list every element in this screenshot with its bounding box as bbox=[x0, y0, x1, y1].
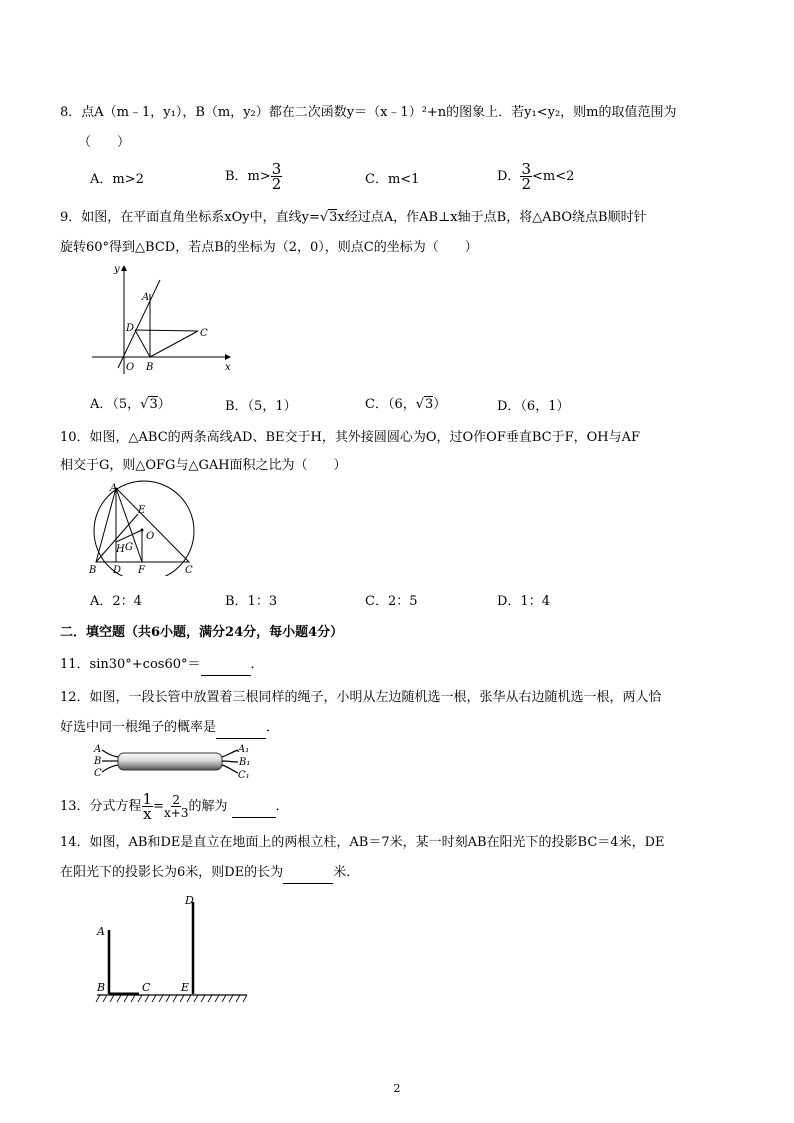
q12-label-c: C bbox=[94, 768, 102, 779]
q8-paren: （ ） bbox=[78, 135, 131, 150]
q10-label-b: B bbox=[89, 565, 97, 576]
q12-label-b1: B₁ bbox=[239, 757, 251, 768]
q9-option-b: B．（5，1） bbox=[225, 399, 297, 414]
q10-option-c: C．2：5 bbox=[365, 594, 418, 609]
q9-figure bbox=[88, 258, 238, 382]
q12-label-a: A bbox=[94, 744, 102, 755]
q9-label-o: O bbox=[126, 362, 135, 373]
page-number: 2 bbox=[393, 1082, 401, 1095]
q9-option-a: A．（5，√3） bbox=[90, 397, 171, 412]
q9-label-x: x bbox=[225, 362, 231, 373]
q10-segment-oh bbox=[116, 530, 142, 542]
q14-ground-hatching bbox=[96, 995, 247, 1002]
q14-stem-line2: 在阳光下的投影长为6米，则DE的长为 米． bbox=[60, 863, 359, 884]
q13-stem: 13．分式方程 $\frac{1}{x}$ = $\frac{2}{x+3}$ 的解为 ． bbox=[60, 790, 289, 823]
q8-stem: 8．点A（m﹣1，y₁），B（m，y₂）都在二次函数y＝（x﹣1）²+n的图象上．若y₁<y₂，则m的取值范围为 bbox=[60, 105, 677, 120]
q10-label-d: D bbox=[113, 565, 122, 576]
q10-option-a: A．2：4 bbox=[90, 594, 142, 609]
q10-option-d: D．1：4 bbox=[497, 594, 550, 609]
q14-stem-line1: 14．如图，AB和DE是直立在地面上的两根立柱，AB＝7米，某一时刻AB在阳光下的投影BC＝4米，DE bbox=[60, 835, 665, 850]
q10-stem-line2: 相交于G，则△OFG与△GAH面积之比为（ ） bbox=[60, 458, 347, 473]
q9-stem-line1: 9．如图，在平面直角坐标系xOy中，直线y=√3x经过点A，作AB⊥x轴于点B，将△ABO绕点B顺时针 bbox=[60, 210, 647, 225]
q10-label-o: O bbox=[146, 531, 155, 542]
q14-label-a: A bbox=[97, 925, 105, 938]
q12-tube bbox=[118, 753, 222, 770]
q11-stem: 11．sin30°+cos60°＝ ． bbox=[60, 655, 264, 676]
q14-answer-blank bbox=[283, 863, 333, 884]
section-2-heading: 二．填空题（共6小题，满分24分，每小题4分） bbox=[60, 625, 344, 640]
q8-option-c: C．m<1 bbox=[365, 172, 420, 187]
q10-option-b: B．1：3 bbox=[225, 594, 278, 609]
q12-label-a1: A₁ bbox=[238, 744, 250, 755]
q10-point-o bbox=[141, 529, 144, 532]
q8-option-d: D． $\frac{3}{2}$ <m<2 bbox=[497, 160, 575, 193]
q10-figure bbox=[88, 480, 203, 580]
q9-label-y: y bbox=[114, 264, 120, 275]
q11-answer-blank bbox=[201, 655, 251, 676]
q9-option-d: D．（6，1） bbox=[497, 399, 570, 414]
q14-label-b: B bbox=[97, 981, 106, 994]
q12-answer-blank bbox=[216, 718, 266, 739]
q9-segment-dc bbox=[135, 330, 198, 331]
q12-label-c1: C₁ bbox=[238, 770, 250, 781]
q14-label-e: E bbox=[181, 981, 190, 994]
q8-option-a: A．m>2 bbox=[90, 172, 144, 187]
q9-option-c: C．（6，√3） bbox=[365, 397, 447, 412]
q10-label-g: G bbox=[125, 542, 133, 553]
q9-stem-line2: 旋转60°得到△BCD，若点B的坐标为（2，0），则点C的坐标为（ ） bbox=[60, 240, 478, 255]
q9-segment-bc bbox=[150, 331, 198, 357]
q9-segment-db bbox=[135, 330, 150, 357]
q12-figure bbox=[88, 740, 258, 786]
q8-option-b: B．m> $\frac{3}{2}$ bbox=[225, 160, 282, 193]
q14-label-c: C bbox=[142, 981, 151, 994]
q10-label-h: H bbox=[116, 544, 125, 555]
q12-label-b: B bbox=[94, 756, 102, 767]
q10-label-f: F bbox=[138, 565, 145, 576]
q9-label-c: C bbox=[200, 328, 208, 339]
q10-label-a: A bbox=[110, 483, 118, 494]
q12-stem-line1: 12．如图，一段长管中放置着三根同样的绳子，小明从左边随机选一根，张华从右边随机选一根，两人恰 bbox=[60, 690, 662, 705]
q14-figure bbox=[92, 890, 252, 1014]
q10-label-c: C bbox=[185, 565, 193, 576]
q10-label-e: E bbox=[138, 505, 146, 516]
q9-label-d: D bbox=[126, 323, 135, 334]
q10-stem-line1: 10．如图，△ABC的两条高线AD、BE交于H，其外接圆圆心为O，过O作OF垂直BC于F，OH与AF bbox=[60, 430, 641, 445]
q9-label-b: B bbox=[146, 362, 154, 373]
q12-stem-line2: 好选中同一根绳子的概率是 ． bbox=[60, 718, 279, 739]
q14-label-d: D bbox=[185, 894, 194, 907]
q9-label-a: A bbox=[142, 292, 150, 303]
q13-answer-blank bbox=[232, 797, 276, 818]
